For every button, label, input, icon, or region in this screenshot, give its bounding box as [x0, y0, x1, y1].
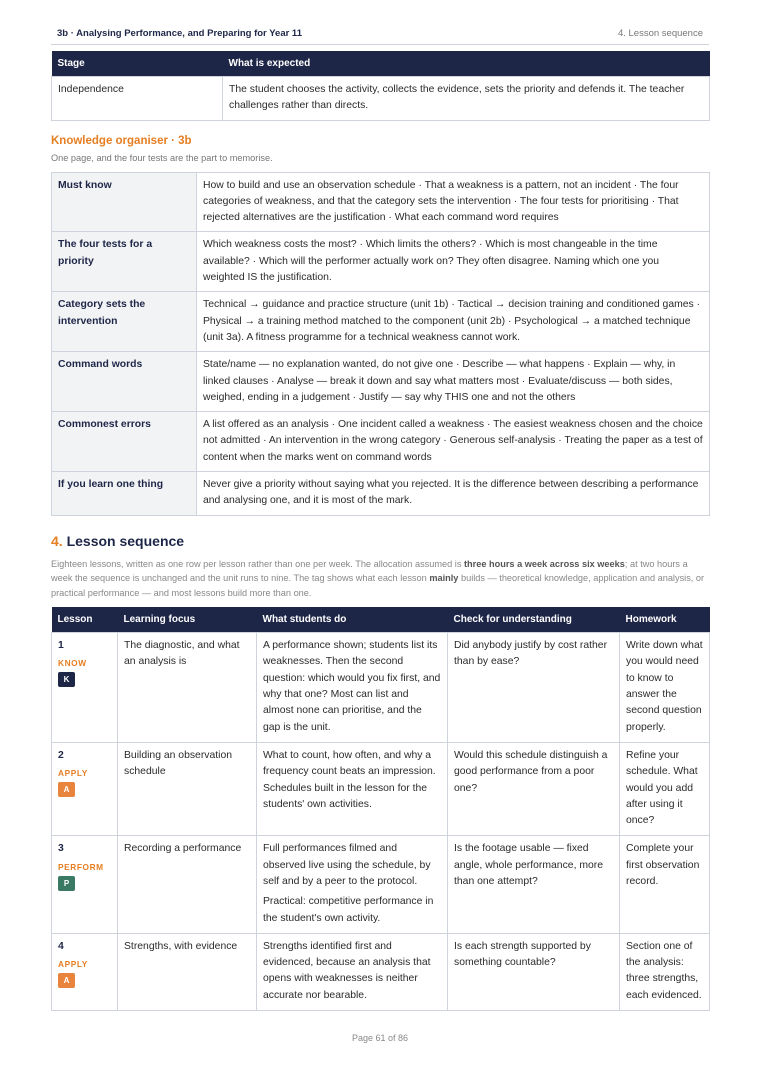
lesson-table [51, 607, 710, 1011]
activity-column-header: What students do [257, 607, 448, 633]
ko-value-cell: Never give a priority without saying what you rejected. It is the difference between describing a performance and analysing one, and it is most of the mark. [197, 472, 710, 516]
focus-cell: Building an observation schedule [118, 742, 257, 835]
ko-value-cell: Technical → guidance and practice structure (unit 1b) · Tactical → decision training and conditioned games · Physical → a training method matched to the component (unit 2b) · Psychological → a matched technique (unit 3a). A fitness programme for a technical weakness cannot work. [197, 292, 710, 352]
stage-table-header [52, 51, 710, 77]
practical-note: Practical: competitive performance in the student's own activity. [263, 896, 434, 924]
check-column-header: Check for understanding [448, 607, 620, 633]
intro-text: Eighteen lessons, written as one row per lesson rather than one per week. The allocation assumed is [51, 558, 464, 569]
check-cell: Would this schedule distinguish a good performance from a poor one? [448, 742, 620, 835]
knowledge-organiser-table [51, 172, 710, 516]
ko-key-cell: Category sets the intervention [52, 292, 197, 352]
section-heading [51, 533, 710, 549]
lesson-number: 2 [58, 749, 64, 761]
ko-value-cell: A list offered as an analysis · One incident called a weakness · The easiest weakness chosen and the choice not admitted · An intervention in the wrong category · Generous self-analysis · Treating the paper as a test of content when the marks went on command words [197, 412, 710, 472]
lesson-kind-label: PERFORM [58, 861, 104, 872]
focus-column-header: Learning focus [118, 607, 257, 633]
running-header-title: 3b · Analysing Performance, and Preparing for Year 11 [57, 28, 302, 39]
lesson-column-header: Lesson [52, 607, 118, 633]
check-cell: Is each strength supported by something countable? [448, 933, 620, 1010]
table-row [52, 742, 710, 835]
knowledge-organiser-subtitle: One page, and the four tests are the part to memorise. [51, 152, 273, 163]
intro-emphasis: mainly [429, 573, 459, 584]
expected-cell: The student chooses the activity, collects the evidence, sets the priority and defends it. The teacher challenges rather than directs. [223, 77, 710, 121]
table-row [52, 412, 710, 472]
ko-key-cell: If you learn one thing [52, 472, 197, 516]
lesson-kind-label: APPLY [58, 959, 88, 970]
table-row [52, 292, 710, 352]
running-header-section: 4. Lesson sequence [617, 28, 703, 39]
focus-cell: Recording a performance [118, 836, 257, 933]
section-intro [51, 557, 710, 601]
intro-text: builds — theoretical knowledge, application and analysis, or practical performance — and most lessons build more than one. [51, 573, 705, 598]
ko-key-cell: Command words [52, 352, 197, 412]
header-rule [51, 44, 709, 45]
lesson-number: 4 [58, 940, 64, 952]
table-row [52, 77, 710, 121]
ko-value-cell: Which weakness costs the most? · Which limits the others? · Which is most changeable in the time available? · Which will the performer actually work on? They often disagree. Naming which one you weighted IS the justification. [197, 232, 710, 292]
activity-cell [257, 836, 448, 933]
intro-emphasis: three hours a week across six weeks [464, 558, 625, 569]
lesson-cell [52, 933, 118, 1010]
page-footer: Page 61 of 86 [351, 1033, 409, 1043]
homework-cell: Refine your schedule. What would you add after using it once? [620, 742, 710, 835]
table-row [52, 232, 710, 292]
lesson-tag-badge: P [58, 876, 75, 891]
stage-cell: Independence [52, 77, 223, 121]
lesson-number: 1 [58, 640, 64, 652]
homework-cell: Write down what you would need to know to answer the second question properly. [620, 633, 710, 743]
table-row [52, 472, 710, 516]
table-row [52, 352, 710, 412]
running-header [57, 28, 703, 39]
lesson-kind-label: APPLY [58, 768, 88, 779]
activity-text: Full performances filmed and observed live using the schedule, by self and by a peer to the protocol. [263, 843, 431, 887]
focus-cell: Strengths, with evidence [118, 933, 257, 1010]
table-row [52, 933, 710, 1010]
lesson-tag-badge: A [58, 973, 75, 988]
stage-column-header: Stage [52, 51, 223, 77]
knowledge-organiser-title: Knowledge organiser · 3b [51, 134, 192, 147]
stage-table [51, 51, 710, 121]
ko-key-cell: Commonest errors [52, 412, 197, 472]
check-cell: Did anybody justify by cost rather than by ease? [448, 633, 620, 743]
check-cell: Is the footage usable — fixed angle, whole performance, more than one attempt? [448, 836, 620, 933]
expected-column-header: What is expected [223, 51, 710, 77]
lesson-number: 3 [58, 843, 64, 855]
lesson-kind-label: KNOW [58, 658, 87, 669]
section-title: Lesson sequence [66, 532, 185, 549]
intro-text: ; at two hours a week the sequence is unchanged and the unit runs to nine. The tag shows what each lesson [51, 558, 688, 584]
page-content [51, 51, 710, 1011]
homework-column-header: Homework [620, 607, 710, 633]
lesson-cell [52, 633, 118, 743]
lesson-cell [52, 742, 118, 835]
homework-cell: Section one of the analysis: three strengths, each evidenced. [620, 933, 710, 1010]
ko-value-cell: How to build and use an observation schedule · That a weakness is a pattern, not an incident · The four categories of weakness, and that the category sets the intervention · The four tests for prioritising · That rejected alternatives are the justification · What each command word requires [197, 172, 710, 232]
lesson-tag-badge: A [58, 782, 75, 797]
focus-cell: The diagnostic, and what an analysis is [118, 633, 257, 743]
homework-cell: Complete your first observation record. [620, 836, 710, 933]
activity-cell: Strengths identified first and evidenced, because an analysis that opens with weaknesses is neither accurate nor bearable. [257, 933, 448, 1010]
ko-value-cell: State/name — no explanation wanted, do not give one · Describe — what happens · Explain — why, in linked clauses · Analyse — break it down and say what matters most · Evaluate/discuss — both sides, weighed, ending in a judgement · Justify — say why THIS one and not the others [197, 352, 710, 412]
ko-key-cell: The four tests for a priority [52, 232, 197, 292]
activity-cell: What to count, how often, and why a frequency count beats an impression. Schedules built in the lesson for the students' own activities. [257, 742, 448, 835]
ko-key-cell: Must know [52, 172, 197, 232]
table-row [52, 172, 710, 232]
table-row [52, 633, 710, 743]
lesson-table-header [52, 607, 710, 633]
lesson-cell [52, 836, 118, 933]
table-row [52, 836, 710, 933]
activity-cell: A performance shown; students list its weaknesses. Then the second question: which would you fix first, and why that one? Most can list and almost none can prioritise, and the gap is the unit. [257, 633, 448, 743]
section-number: 4. [51, 532, 63, 549]
lesson-tag-badge: K [58, 672, 75, 687]
